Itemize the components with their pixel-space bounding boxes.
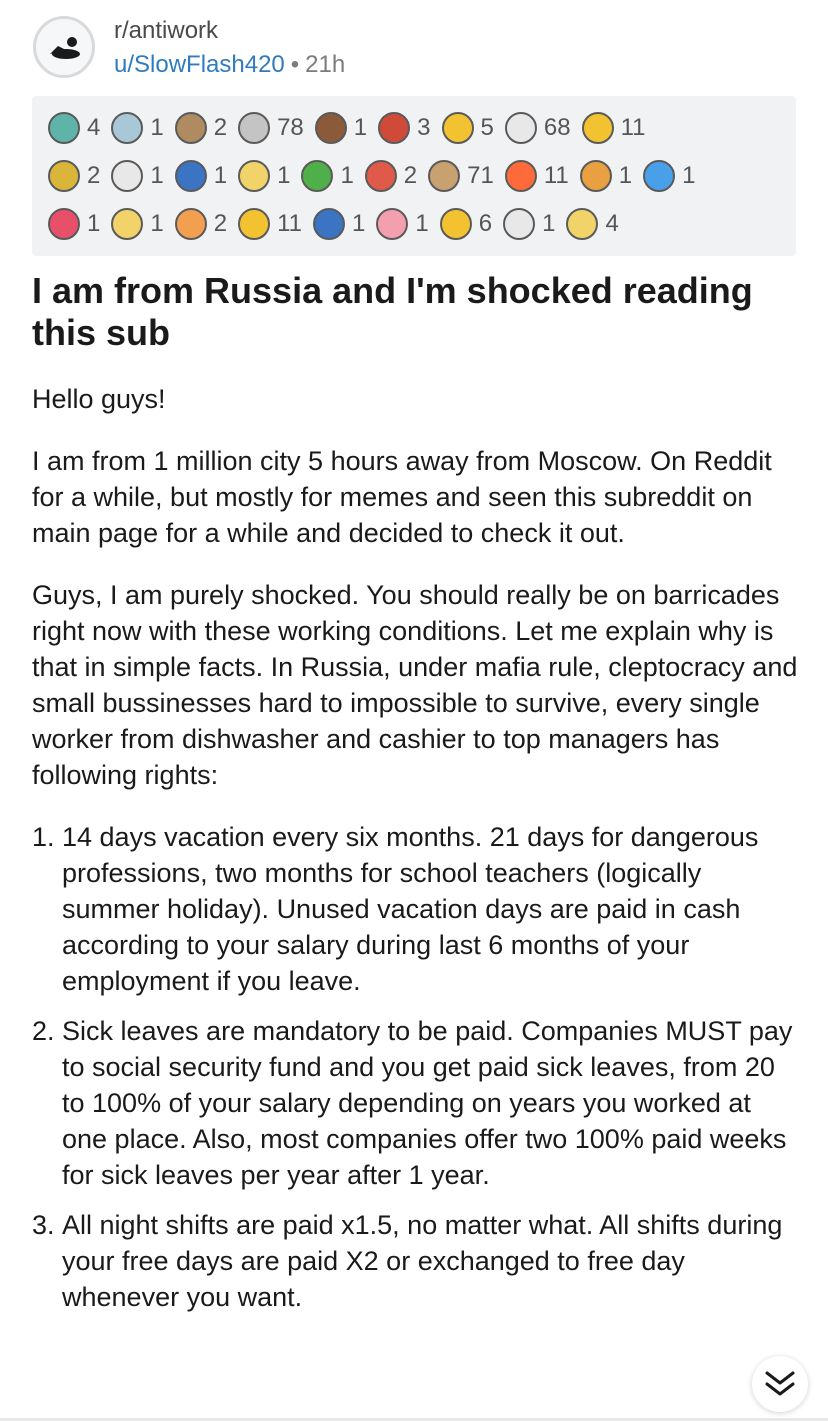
award[interactable] [175, 112, 227, 144]
award-count: 1 [415, 210, 429, 237]
award[interactable] [442, 112, 494, 144]
award-count: 2 [403, 162, 418, 189]
author-line [114, 48, 345, 82]
award-count: 1 [340, 162, 354, 189]
award-count: 6 [478, 210, 493, 237]
snoo-heart-award-icon [643, 160, 675, 192]
post-header [33, 16, 793, 82]
list-item: 1. 14 days vacation every six months. 21 days for dangerous professions, two months for school teachers (logically summer holiday). Unused vacation days are paid in cash according to your salary during last 6 months of your employment if you leave. [62, 819, 802, 999]
sparkle-snoo-award-icon [111, 208, 143, 240]
hand-award-icon [111, 160, 143, 192]
subreddit-avatar[interactable] [33, 16, 95, 78]
award-count: 11 [543, 162, 569, 189]
body-paragraph: Hello guys! [32, 384, 166, 414]
body-paragraph: I am from 1 million city 5 hours away from Moscow. On Reddit for a while, but mostly for memes and seen this subreddit on main page for a while and decided to check it out. [32, 446, 772, 548]
award-count: 2 [213, 114, 228, 141]
award-count: 3 [417, 114, 431, 141]
award[interactable] [582, 112, 646, 144]
double-chevron-down-icon [763, 1369, 797, 1399]
award-count: 11 [620, 114, 646, 141]
post-age: 21h [305, 51, 346, 78]
rainbow-pot-award-icon [580, 160, 612, 192]
award-count: 1 [150, 114, 164, 141]
heart-eyes-award-icon [48, 208, 80, 240]
award-count: 2 [213, 210, 228, 237]
award[interactable] [238, 208, 302, 240]
award[interactable] [505, 112, 571, 144]
award-count: 1 [150, 162, 164, 189]
award[interactable] [566, 208, 618, 240]
book-award-icon [175, 160, 207, 192]
award-count: 71 [467, 162, 494, 189]
award-row [48, 152, 796, 200]
list-item: 2. Sick leaves are mandatory to be paid. Companies MUST pay to social security fund and you get paid sick leaves, from 20 to 100% of your salary depending on years you worked at one place. Also, most companies offer two 100% paid weeks for sick leaves per year after 1 year. [62, 1013, 802, 1193]
list-item: 3. All night shifts are paid x1.5, no matter what. All shifts during your free days are paid X2 or exchanged to free day whenever you want. [62, 1207, 802, 1315]
award[interactable] [643, 160, 695, 192]
award-count: 4 [87, 114, 101, 141]
award-count: 68 [543, 114, 571, 141]
clapping-award-icon [238, 160, 270, 192]
badge-award-icon [48, 112, 80, 144]
snoo-award-icon [505, 160, 537, 192]
award-count: 5 [480, 114, 494, 141]
mind-blown-award-icon [365, 160, 397, 192]
award-count: 1 [542, 210, 556, 237]
award[interactable] [175, 208, 227, 240]
bear-award-icon [315, 112, 347, 144]
heart-award-icon [376, 208, 408, 240]
award-row [48, 200, 796, 248]
award[interactable] [376, 208, 428, 240]
angel-award-icon [111, 112, 143, 144]
award[interactable] [48, 208, 100, 240]
award[interactable] [505, 160, 569, 192]
award-count: 4 [605, 210, 619, 237]
award[interactable] [175, 160, 227, 192]
award-count: 1 [352, 210, 366, 237]
frog-award-icon [301, 160, 333, 192]
post-body [32, 381, 802, 1329]
subreddit-name[interactable]: r/antiwork [114, 17, 219, 44]
collapse-button[interactable] [752, 1356, 808, 1412]
award-row [48, 104, 796, 152]
award-count: 1 [87, 210, 101, 237]
award-count: 78 [277, 114, 304, 141]
thumbs-up-fire-award-icon [566, 208, 598, 240]
award[interactable] [301, 160, 353, 192]
award-count: 2 [87, 162, 101, 189]
post-title: I am from Russia and I'm shocked reading this sub [32, 270, 753, 353]
award[interactable] [238, 112, 304, 144]
take-my-energy-award-icon [440, 208, 472, 240]
award[interactable] [111, 208, 163, 240]
award[interactable] [48, 112, 100, 144]
award-count: 11 [277, 210, 302, 237]
starstruck-award-icon [175, 208, 207, 240]
fist-bump-award-icon [238, 208, 270, 240]
award[interactable] [315, 112, 367, 144]
award[interactable] [48, 160, 100, 192]
eye-pyramid-award-icon [582, 112, 614, 144]
award-count: 1 [150, 210, 164, 237]
award[interactable] [365, 160, 417, 192]
award[interactable] [503, 208, 555, 240]
body-paragraph: Guys, I am purely shocked. You should really be on barricades right now with these working conditions. Let me explain why is that in simple facts. In Russia, under mafia rule, cleptocracy and small bussinesses hard to impossible to survive, every single worker from dishwasher and cashier to top managers has following rights: [32, 580, 798, 790]
award[interactable] [238, 160, 290, 192]
award-count: 1 [213, 162, 228, 189]
handshake-award-icon [428, 160, 460, 192]
award-count: 1 [682, 162, 696, 189]
laurel-award-icon [48, 160, 80, 192]
author-username[interactable]: u/SlowFlash420 [114, 51, 285, 78]
award[interactable] [580, 160, 632, 192]
award-count: 1 [618, 162, 633, 189]
award[interactable] [111, 160, 163, 192]
meta-separator: • [290, 51, 300, 78]
trading-award-icon [175, 112, 207, 144]
awards-panel[interactable] [32, 96, 796, 256]
award[interactable] [111, 112, 163, 144]
award[interactable] [428, 160, 494, 192]
post-meta [114, 16, 345, 82]
award[interactable] [378, 112, 430, 144]
rocket-award-icon [378, 112, 410, 144]
gold-star-award-icon [442, 112, 474, 144]
subreddit-logo-icon [44, 32, 84, 62]
press-f-award-icon [503, 208, 535, 240]
award-count: 1 [353, 114, 368, 141]
award[interactable] [440, 208, 492, 240]
wholesome-award-icon [505, 112, 537, 144]
award[interactable] [313, 208, 365, 240]
award-count: 1 [277, 162, 291, 189]
number-one-award-icon [313, 208, 345, 240]
silver-coin-award-icon [238, 112, 270, 144]
rights-list [32, 819, 802, 1315]
